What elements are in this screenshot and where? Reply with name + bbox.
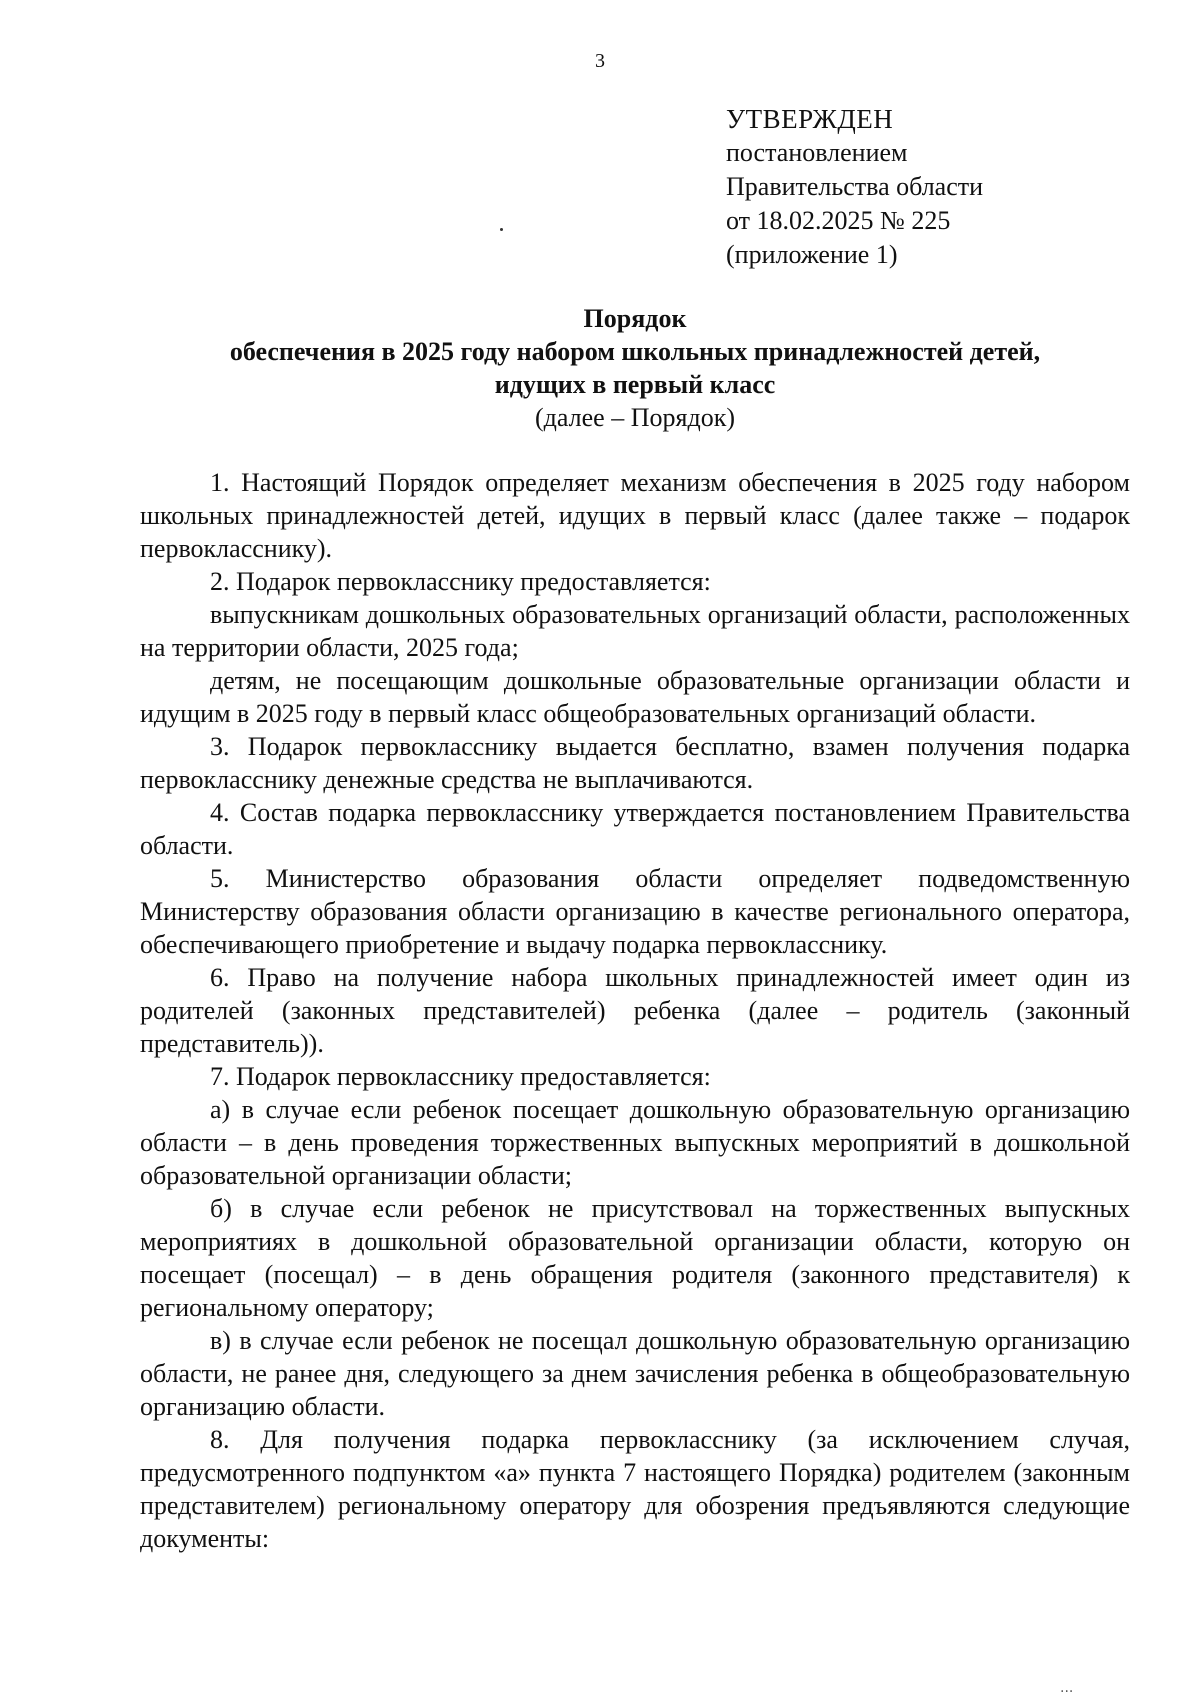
approval-line: постановлением [726, 138, 908, 167]
page-number: 3 [595, 50, 605, 72]
paragraph: выпускникам дошкольных образовательных организаций области, расположенных на территории области, 2025 года; [140, 600, 1130, 662]
heading-subtitle-line-2: идущих в первый класс [494, 370, 776, 399]
paragraph: 6. Право на получение набора школьных принадлежностей имеет один из родителей (законных представителей) ребенка (далее – родитель (законный представитель)). [140, 963, 1130, 1058]
heading-title: Порядок [583, 304, 687, 333]
paragraph: в) в случае если ребенок не посещал дошкольную образовательную организацию области, не ранее дня, следующего за днем зачисления ребенка в общеобразовательную организацию области. [140, 1326, 1130, 1421]
approval-block [726, 102, 983, 272]
paragraph: б) в случае если ребенок не присутствовал на торжественных выпускных мероприятиях в дошкольной образовательной организации области, которую он посещает (посещал) – в день обращения родителя (законного представителя) к региональному оператору; [140, 1194, 1130, 1322]
paragraph: детям, не посещающим дошкольные образовательные организации области и идущим в 2025 году в первый класс общеобразовательных организаций области. [140, 666, 1130, 728]
approval-title: УТВЕРЖДЕН [726, 104, 894, 134]
heading-note: (далее – Порядок) [535, 403, 735, 432]
paragraph: 3. Подарок первокласснику выдается бесплатно, взамен получения подарка первокласснику денежные средства не выплачиваются. [140, 732, 1130, 794]
paragraph: 2. Подарок первокласснику предоставляется: [210, 567, 711, 596]
document-heading [140, 302, 1130, 434]
paragraph: а) в случае если ребенок посещает дошкольную образовательную организацию области – в день проведения торжественных выпускных мероприятий в дошкольной образовательной организации области; [140, 1095, 1130, 1190]
approval-line: Правительства области [726, 172, 984, 201]
paragraph: 4. Состав подарка первокласснику утверждается постановлением Правительства области. [140, 798, 1130, 860]
paragraph: 8. Для получения подарка первокласснику (за исключением случая, предусмотренного подпунктом «а» пункта 7 настоящего Порядка) родителем (законным представителем) региональному оператору для обозрения предъявляются следующие документы: [140, 1425, 1130, 1553]
approval-line: (приложение 1) [726, 240, 898, 269]
heading-subtitle-line-1: обеспечения в 2025 году набором школьных принадлежностей детей, [229, 337, 1041, 366]
paragraph: 5. Министерство образования области определяет подведомственную Министерству образования области организацию в качестве регионального оператора, обеспечивающего приобретение и выдачу подарка первокласснику. [140, 864, 1130, 959]
paragraph: 7. Подарок первокласснику предоставляется: [210, 1062, 711, 1091]
document-body [140, 466, 1130, 1555]
approval-line: от 18.02.2025 № 225 [726, 206, 951, 235]
scan-dot [500, 228, 503, 231]
paragraph: 1. Настоящий Порядок определяет механизм обеспечения в 2025 году набором школьных принадлежностей детей, идущих в первый класс (далее также – подарок первокласснику). [140, 468, 1130, 563]
scan-mark: ... [1060, 1680, 1074, 1696]
